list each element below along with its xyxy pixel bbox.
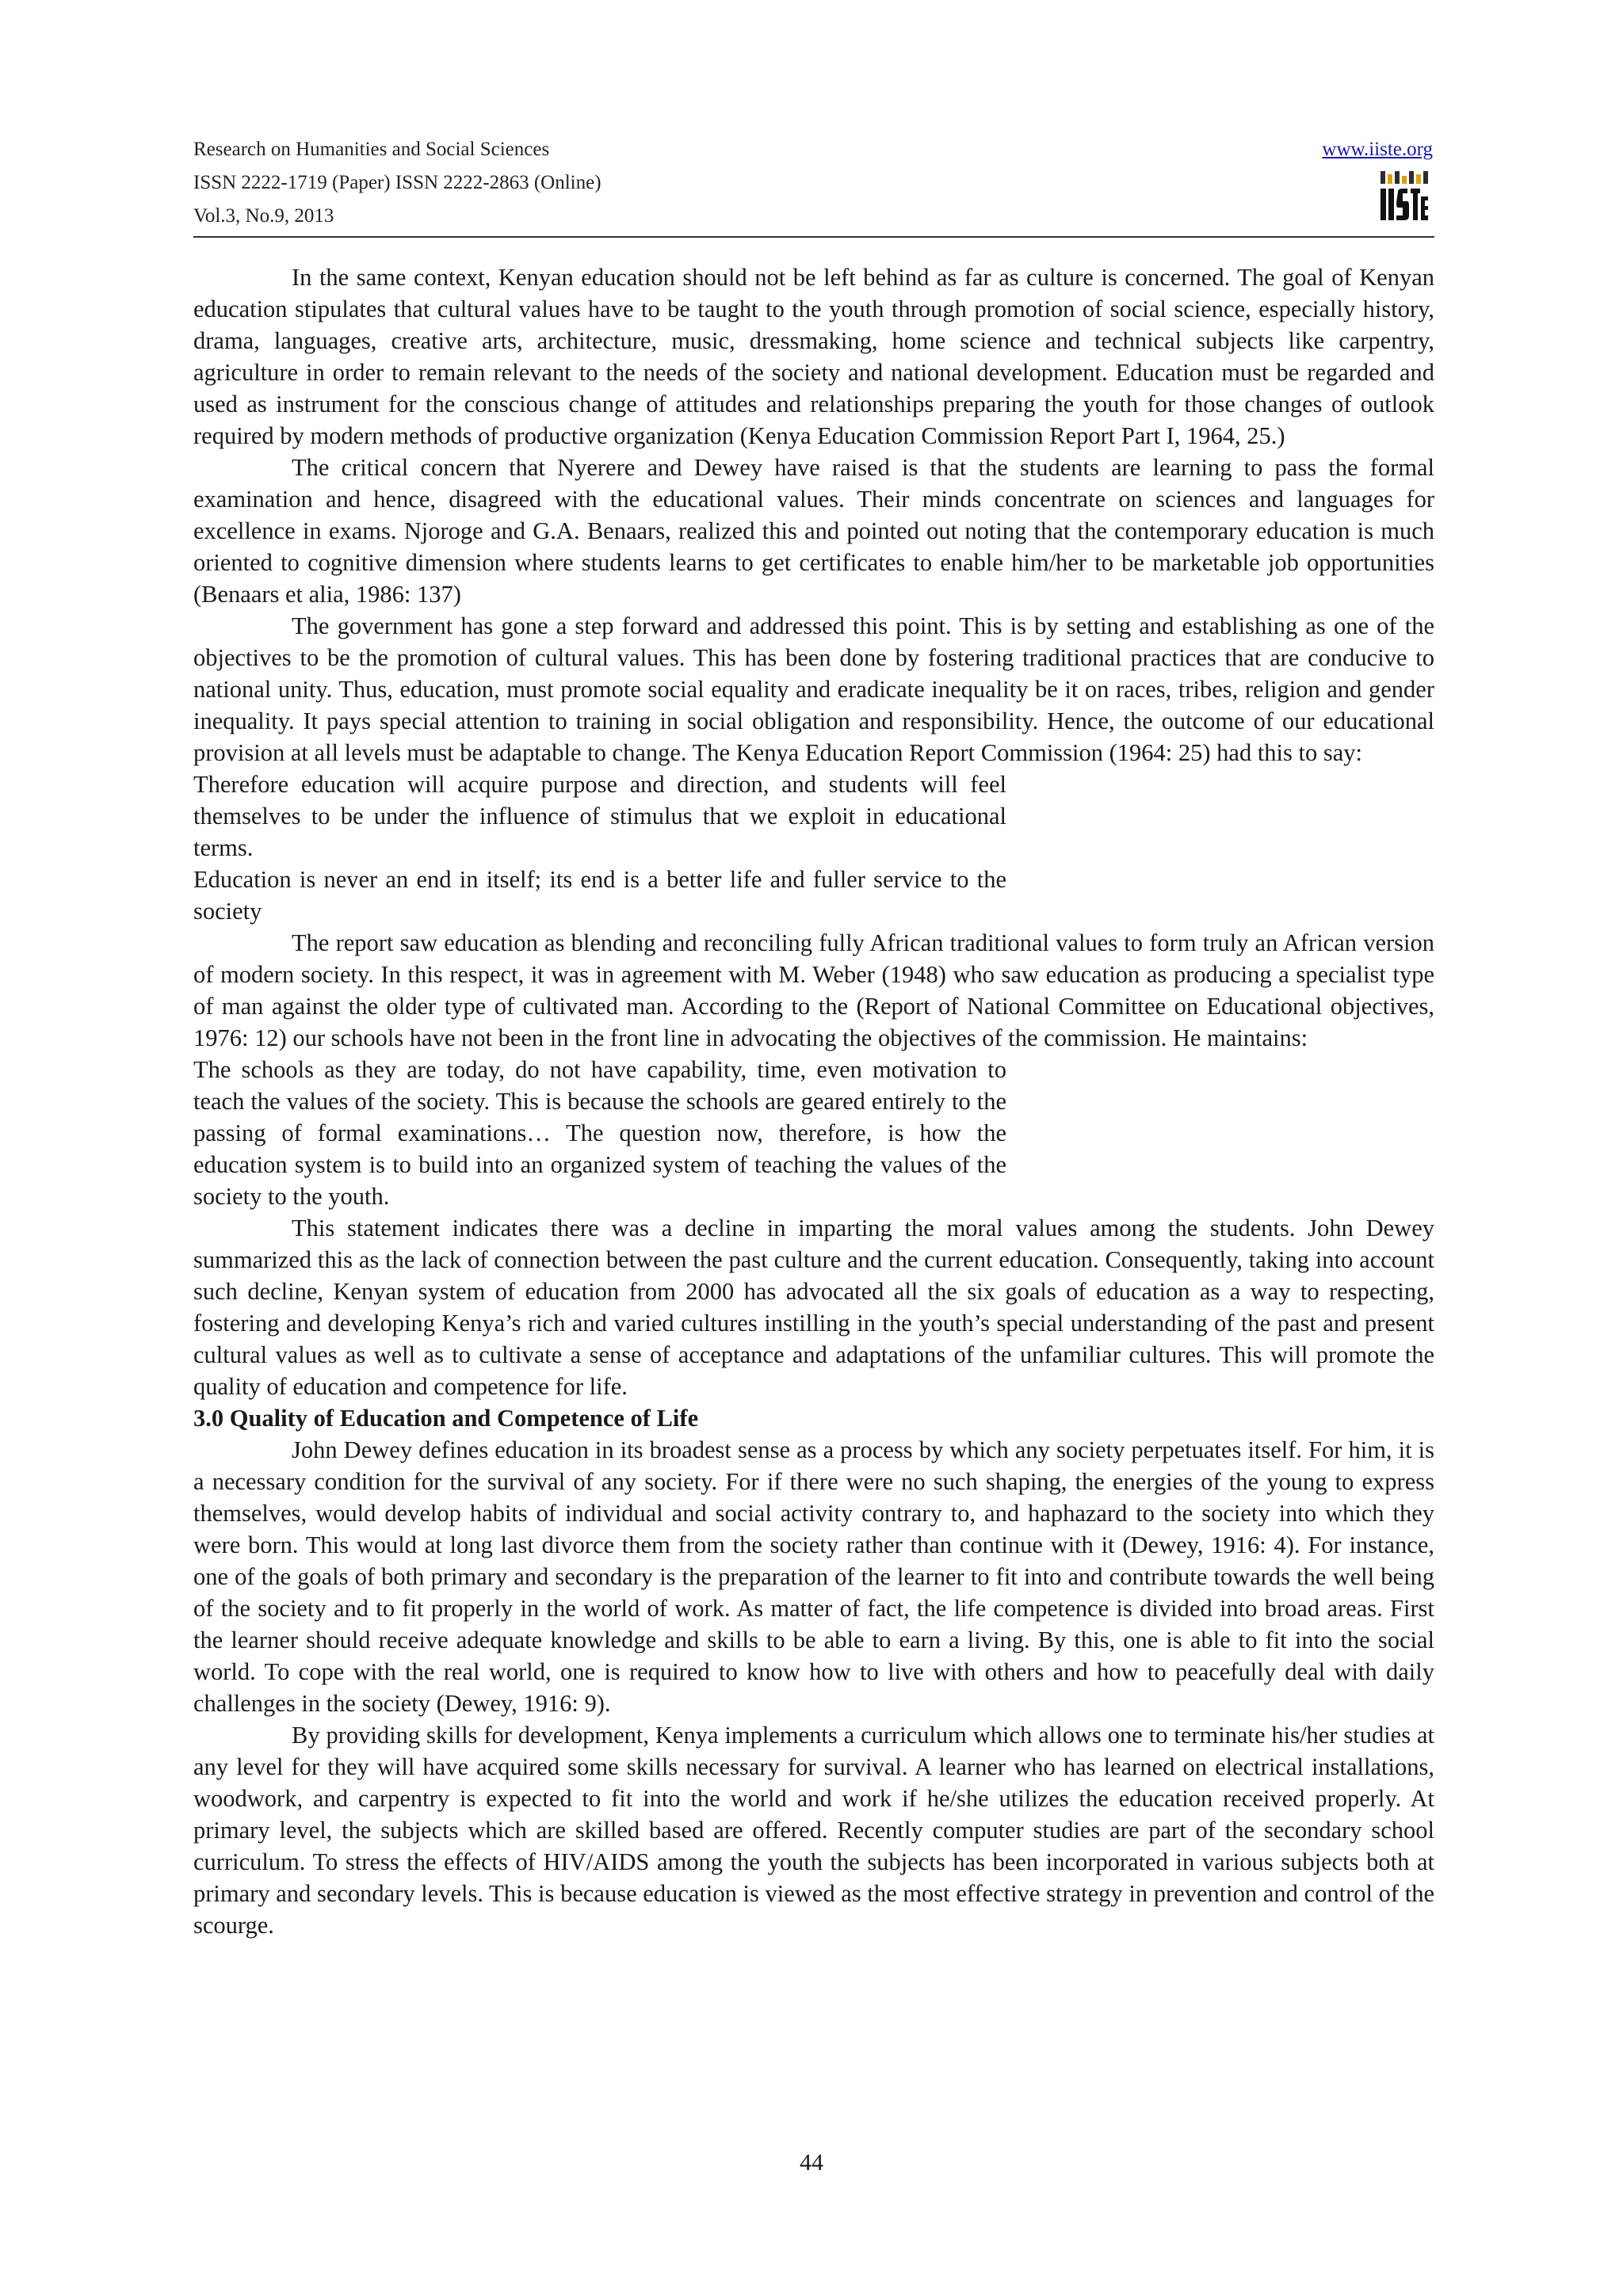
paragraph-dewey: John Dewey defines education in its broadest sense as a process by which any society perpetuates itself. For him, it is a necessary condition for the survival of any society. For if there were no such shaping, the energies of the young to express themselves, would develop habits of individual and social activity contrary to, and haphazard to the society into which they were born. This would at long last divorce them from the society rather than continue with it (Dewey, 1916: 4). For instance, one of the goals of both primary and secondary is the preparation of the learner to fit into and contribute towards the well being of the society and to fit properly in the world of work. As matter of fact, the life competence is divided into broad areas. First the learner should receive adequate knowledge and skills to be able to earn a living. By this, one is able to fit into the social world. To cope with the real world, one is required to know how to live with others and how to peacefully deal with daily challenges in the society (Dewey, 1916: 9).	[193, 1436, 1434, 1717]
page-header	[193, 136, 1434, 236]
volume-line: Vol.3, No.9, 2013	[193, 205, 334, 227]
paragraph-government: The government has gone a step forward and addressed this point. This is by setting and establishing as one of the objectives to be the promotion of cultural values. This has been done by fostering traditional practices that are conducive to national unity. Thus, education, must promote social equality and eradicate inequality be it on races, tribes, religion and gender inequality. It pays special attention to training in social obligation and responsibility. Hence, the outcome of our educational provision at all levels must be adaptable to change. The Kenya Education Report Commission (1964: 25) had this to say:	[193, 612, 1434, 766]
article-body	[193, 261, 1434, 1941]
paragraph-skills: By providing skills for development, Kenya implements a curriculum which allows one to terminate his/her studies at any level for they will have acquired some skills necessary for survival. A learner who has learned on electrical installations, woodwork, and carpentry is expected to fit into the world and work if he/she utilizes the education received properly. At primary level, the subjects which are skilled based are offered. Recently computer studies are part of the secondary school curriculum. To stress the effects of HIV/AIDS among the youth the subjects has been incorporated in various subjects both at primary and secondary levels. This is because education is viewed as the most effective strategy in prevention and control of the scourge.	[193, 1722, 1434, 1939]
journal-url-link[interactable]: www.iiste.org	[1322, 139, 1433, 160]
header-divider	[193, 236, 1434, 238]
section-heading: 3.0 Quality of Education and Competence of Life	[193, 1405, 699, 1432]
iiste-logo	[1377, 170, 1430, 225]
block-quote-schools: The schools as they are today, do not have capability, time, even motivation to teach the values of the society. This is because the schools are geared entirely to the passing of formal examinations… The question now, therefore, is how the education system is to build into an organized system of teaching the values of the society to the youth.	[193, 1056, 1006, 1210]
block-quote-commission: Therefore education will acquire purpose and direction, and students will feel themselves to be under the influence of stimulus that we exploit in educational terms.	[193, 771, 1006, 861]
paragraph-report: The report saw education as blending and reconciling fully African traditional values to form truly an African version of modern society. In this respect, it was in agreement with M. Weber (1948) who saw education as producing a specialist type of man against the older type of cultivated man. According to the (Report of National Committee on Educational objectives, 1976: 12) our schools have not been in the front line in advocating the objectives of the commission. He maintains:	[193, 929, 1434, 1051]
block-quote-commission-end: Education is never an end in itself; its end is a better life and fuller service to the society	[193, 866, 1006, 925]
issn-line: ISSN 2222-1719 (Paper) ISSN 2222-2863 (Online)	[193, 172, 601, 193]
paragraph-decline: This statement indicates there was a decline in imparting the moral values among the students. John Dewey summarized this as the lack of connection between the past culture and the current education. Consequently, taking into account such decline, Kenyan system of education from 2000 has advocated all the six goals of education as a way to respecting, fostering and developing Kenya’s rich and varied cultures instilling in the youth’s special understanding of the past and present cultural values as well as to cultivate a sense of acceptance and adaptations of the unfamiliar cultures. This will promote the quality of education and competence for life.	[193, 1215, 1434, 1400]
paragraph-critical-concern: The critical concern that Nyerere and Dewey have raised is that the students are learning to pass the formal examination and hence, disagreed with the educational values. Their minds concentrate on sciences and languages for excellence in exams. Njoroge and G.A. Benaars, realized this and pointed out noting that the contemporary education is much oriented to cognitive dimension where students learns to get certificates to enable him/her to be marketable job opportunities (Benaars et alia, 1986: 137)	[193, 454, 1434, 608]
page-number: 44	[800, 2149, 823, 2176]
journal-title: Research on Humanities and Social Sciences	[193, 139, 550, 160]
paragraph-culture: In the same context, Kenyan education should not be left behind as far as culture is concerned. The goal of Kenyan education stipulates that cultural values have to be taught to the youth through promotion of social science, especially history, drama, languages, creative arts, architecture, music, dressmaking, home science and technical subjects like carpentry, agriculture in order to remain relevant to the needs of the society and national development. Education must be regarded and used as instrument for the conscious change of attitudes and relationships preparing the youth for those changes of outlook required by modern methods of productive organization (Kenya Education Commission Report Part I, 1964, 25.)	[193, 264, 1434, 449]
